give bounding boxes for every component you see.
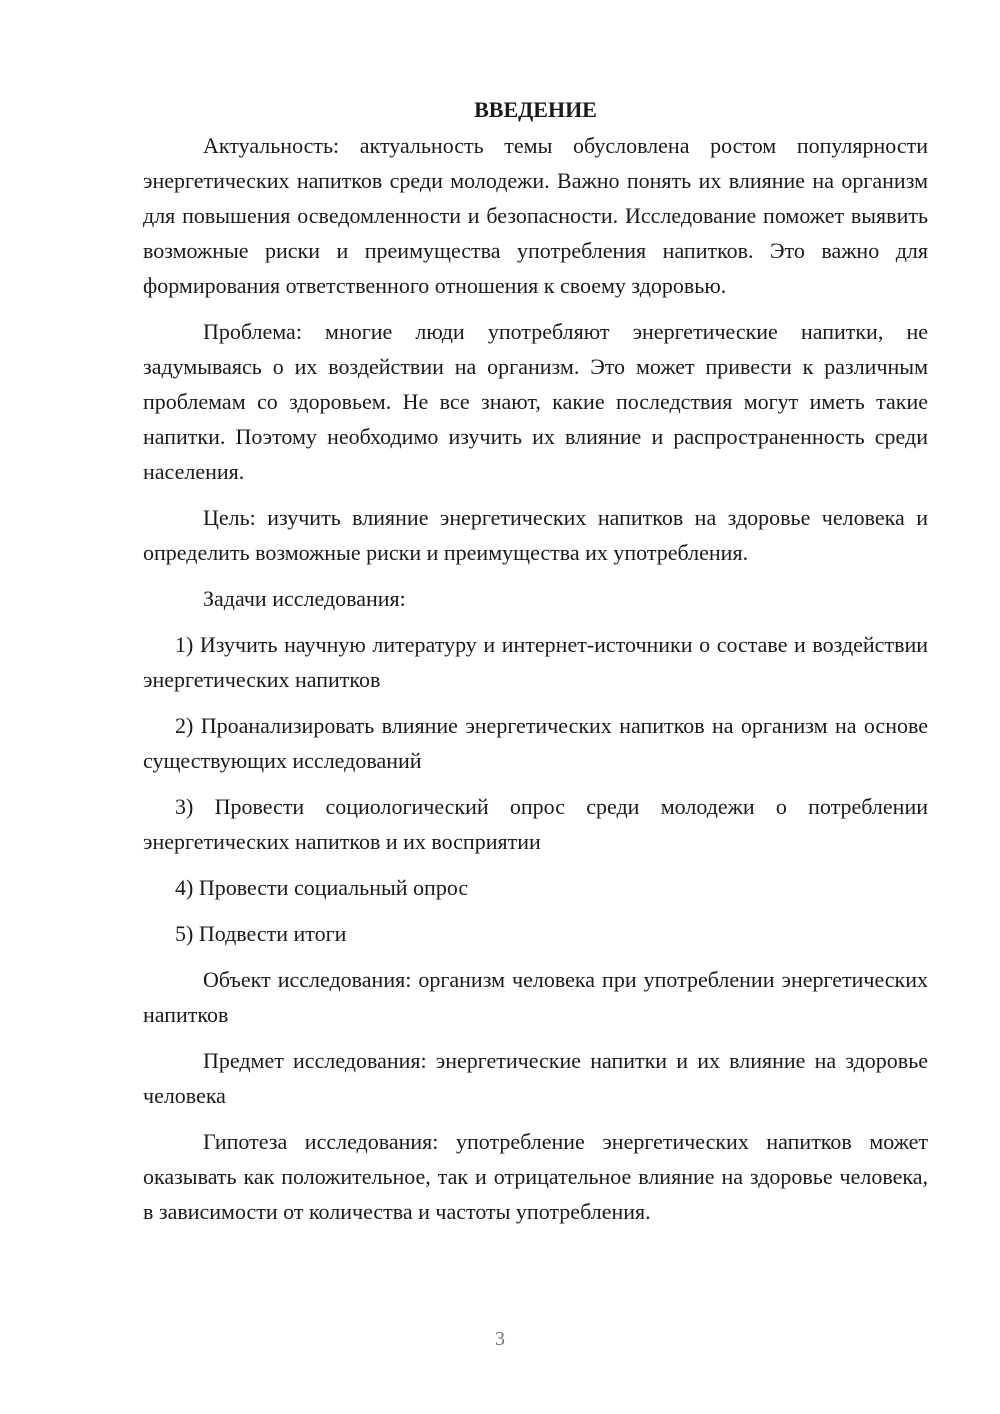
document-page	[143, 92, 928, 1240]
list-item: 2) Проанализировать влияние энергетических напитков на организм на основе существующих исследований	[143, 713, 928, 773]
paragraph-object: Объект исследования: организм человека при употреблении энергетических напитков	[143, 967, 928, 1027]
paragraph-goal: Цель: изучить влияние энергетических напитков на здоровье человека и определить возможные риски и преимущества их употребления.	[143, 505, 928, 565]
page-number: 3	[495, 1328, 505, 1350]
paragraph-relevance: Актуальность: актуальность темы обусловлена ростом популярности энергетических напитков среди молодежи. Важно понять их влияние на организм для повышения осведомленности и безопасности. Исследование поможет выявить возможные риски и преимущества употребления напитков. Это важно для формирования ответственного отношения к своему здоровью.	[143, 133, 928, 298]
list-item: 1) Изучить научную литературу и интернет-источники о составе и воздействии энергетических напитков	[143, 632, 928, 692]
tasks-list	[143, 627, 928, 951]
tasks-heading: Задачи исследования:	[203, 586, 406, 611]
list-item: 5) Подвести итоги	[175, 921, 347, 946]
paragraph-hypothesis: Гипотеза исследования: употребление энергетических напитков может оказывать как положительное, так и отрицательное влияние на здоровье человека, в зависимости от количества и частоты употребления.	[143, 1129, 928, 1224]
paragraph-subject: Предмет исследования: энергетические напитки и их влияние на здоровье человека	[143, 1048, 928, 1108]
list-item: 3) Провести социологический опрос среди молодежи о потреблении энергетических напитков и их восприятии	[143, 794, 928, 854]
section-title: ВВЕДЕНИЕ	[474, 97, 597, 122]
paragraph-problem: Проблема: многие люди употребляют энергетические напитки, не задумываясь о их воздействии на организм. Это может привести к различным проблемам со здоровьем. Не все знают, какие последствия могут иметь такие напитки. Поэтому необходимо изучить их влияние и распространенность среди населения.	[143, 319, 928, 484]
list-item: 4) Провести социальный опрос	[175, 875, 469, 900]
